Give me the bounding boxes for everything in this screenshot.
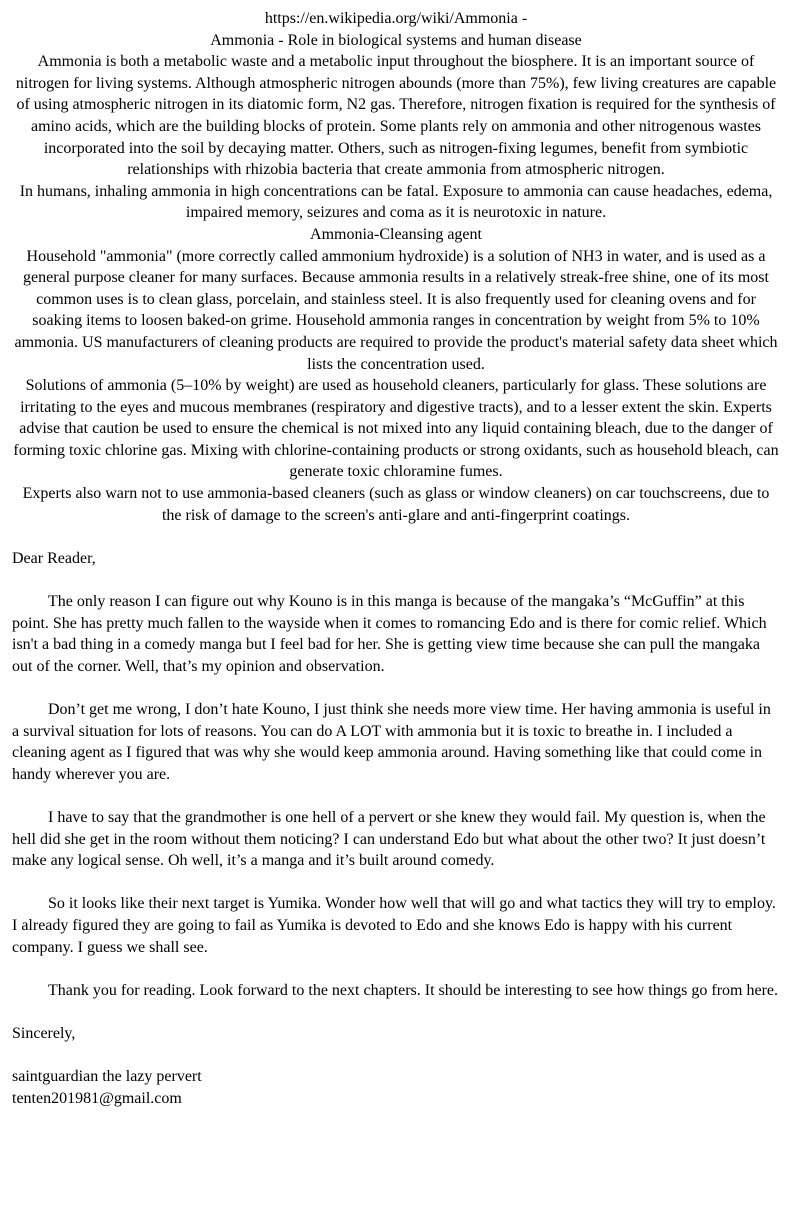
source-paragraph: Solutions of ammonia (5–10% by weight) are used as household cleaners, particularly for glass. These solutions are irritating to the eyes and mucous membranes (respiratory and digestive tracts), and to a lesser extent the skin. Experts advise that caution be used to ensure the chemical is not mixed into any liquid containing bleach, due to the danger of forming toxic chlorine gas. Mixing with chlorine-containing products or strong oxidants, such as household bleach, can generate toxic chloramine fumes. (13, 377, 779, 481)
spacer (12, 1045, 780, 1067)
document-page (12, 8, 780, 1109)
letter-signature: saintguardian the lazy pervert (12, 1068, 202, 1086)
letter-paragraph: So it looks like their next target is Yumika. Wonder how well that will go and what tactics they will try to employ. I already figured they are going to fail as Yumika is devoted to Edo and she knows Edo is happy with his current company. I guess we shall see. (12, 895, 776, 956)
spacer (12, 569, 780, 591)
spacer (12, 1001, 780, 1023)
source-paragraph: Household "ammonia" (more correctly called ammonium hydroxide) is a solution of NH3 in water, and is used as a general purpose cleaner for many surfaces. Because ammonia results in a relatively streak-free shine, one of its most common uses is to clean glass, porcelain, and stainless steel. It is also frequently used for cleaning ovens and for soaking items to loosen baked-on grime. Household ammonia ranges in concentration by weight from 5% to 10% ammonia. US manufacturers of cleaning products are required to provide the product's material safety data sheet which lists the concentration used. (14, 247, 778, 373)
letter-paragraph: The only reason I can figure out why Kouno is in this manga is because of the mangaka’s “McGuffin” at this point. She has pretty much fallen to the wayside when it comes to romancing Edo and is there for comic relief. Which isn't a bad thing in a comedy manga but I feel bad for her. She is getting view time because she can pull the mangaka out of the corner. Well, that’s my opinion and observation. (12, 593, 767, 675)
spacer (12, 785, 780, 807)
section-title-biology: Ammonia - Role in biological systems and human disease (210, 31, 582, 49)
spacer (12, 677, 780, 699)
spacer (12, 872, 780, 894)
letter-paragraph: I have to say that the grandmother is one hell of a pervert or she knew they would fail. My question is, when the hell did she get in the room without them noticing? I can understand Edo but what about the other two? It just doesn’t make any logical sense. Oh well, it’s a manga and it’s built around comedy. (12, 808, 766, 870)
source-url: https://en.wikipedia.org/wiki/Ammonia - (264, 10, 528, 27)
letter-paragraph: Thank you for reading. Look forward to the next chapters. It should be interesting to see how things go from here. (48, 981, 779, 999)
letter-salutation: Dear Reader, (12, 549, 96, 567)
letter-email: tenten201981@gmail.com (12, 1089, 182, 1107)
source-paragraph: In humans, inhaling ammonia in high concentrations can be fatal. Exposure to ammonia can cause headaches, edema, impaired memory, seizures and coma as it is neurotoxic in nature. (19, 182, 773, 222)
spacer (12, 958, 780, 980)
letter-paragraph: Don’t get me wrong, I don’t hate Kouno, I just think she needs more view time. Her having ammonia is useful in a survival situation for lots of reasons. You can do A LOT with ammonia but it is toxic to breathe in. I included a cleaning agent as I figured that was why she would keep ammonia around. Having something like that could come in handy wherever you are. (12, 701, 771, 783)
letter-closing: Sincerely, (12, 1024, 76, 1042)
source-excerpt (12, 8, 780, 526)
section-title-cleansing: Ammonia-Cleansing agent (310, 225, 482, 243)
source-paragraph: Experts also warn not to use ammonia-based cleaners (such as glass or window cleaners) on car touchscreens, due to the risk of damage to the screen's anti-glare and anti-fingerprint coatings. (22, 485, 770, 524)
reader-letter (12, 548, 780, 1109)
source-paragraph: Ammonia is both a metabolic waste and a metabolic input throughout the biosphere. It is an important source of nitrogen for living systems. Although atmospheric nitrogen abounds (more than 75%), few living creatures are capable of using atmospheric nitrogen in its diatomic form, N2 gas. Therefore, nitrogen fixation is required for the synthesis of amino acids, which are the building blocks of protein. Some plants rely on ammonia and other nitrogenous wastes incorporated into the soil by decaying matter. Others, such as nitrogen-fixing legumes, benefit from symbiotic relationships with rhizobia bacteria that create ammonia from atmospheric nitrogen. (15, 53, 777, 179)
